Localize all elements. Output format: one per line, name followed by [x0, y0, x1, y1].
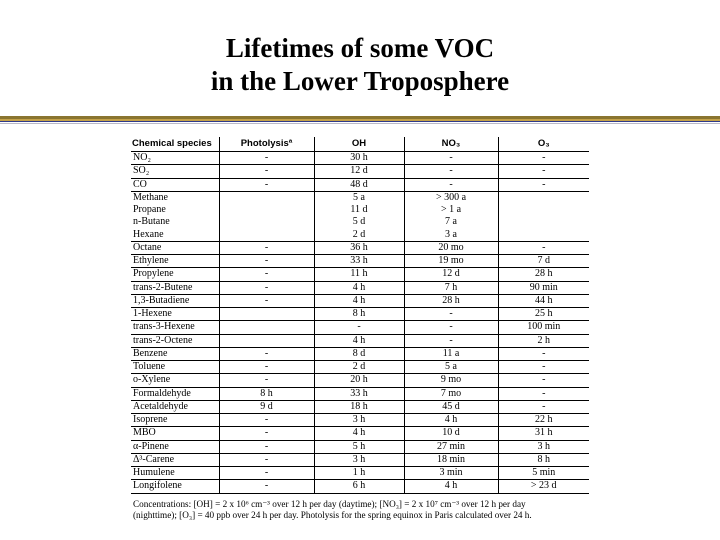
table-row	[131, 191, 589, 204]
cell-no3: > 300 a	[404, 191, 498, 204]
cell-oh: 2 d	[314, 361, 404, 374]
cell-no3: 7 h	[404, 281, 498, 294]
footnote-line-2: (nighttime); [O₃] = 40 ppb over 24 h per day. Photolysis for the spring equinox in Paris calculated over 24 h.	[133, 510, 532, 520]
cell-no3: -	[404, 152, 498, 165]
cell-o3: 25 h	[498, 308, 589, 321]
table-row	[131, 467, 589, 480]
cell-oh: 8 d	[314, 347, 404, 360]
table-row	[131, 152, 589, 165]
cell-o3: -	[498, 347, 589, 360]
cell-oh: -	[314, 321, 404, 334]
cell-no3: 19 mo	[404, 255, 498, 268]
cell-oh: 11 h	[314, 268, 404, 281]
cell-species: Octane	[131, 241, 219, 254]
cell-species: Toluene	[131, 361, 219, 374]
cell-o3: 22 h	[498, 414, 589, 427]
table-row	[131, 440, 589, 453]
cell-species: Longifolene	[131, 480, 219, 493]
cell-no3: 9 mo	[404, 374, 498, 387]
cell-oh: 5 h	[314, 440, 404, 453]
cell-photolysis: -	[219, 440, 314, 453]
table-row	[131, 178, 589, 191]
cell-o3: -	[498, 374, 589, 387]
cell-photolysis: -	[219, 480, 314, 493]
cell-oh: 3 h	[314, 414, 404, 427]
cell-o3: -	[498, 152, 589, 165]
column-header-photolysis: Photolysisª	[219, 137, 314, 152]
cell-species: Hexane	[131, 229, 219, 242]
cell-photolysis: -	[219, 427, 314, 440]
table-row	[131, 347, 589, 360]
cell-no3: 7 a	[404, 216, 498, 228]
table-row	[131, 361, 589, 374]
cell-photolysis: -	[219, 467, 314, 480]
cell-oh: 48 d	[314, 178, 404, 191]
cell-photolysis	[219, 204, 314, 216]
table-row	[131, 294, 589, 307]
table-row	[131, 387, 589, 400]
cell-photolysis: -	[219, 241, 314, 254]
cell-oh: 30 h	[314, 152, 404, 165]
cell-species: 1-Hexene	[131, 308, 219, 321]
cell-species: CO	[131, 178, 219, 191]
table-row	[131, 229, 589, 242]
table-row	[131, 414, 589, 427]
cell-photolysis: 9 d	[219, 400, 314, 413]
cell-no3: 4 h	[404, 480, 498, 493]
cell-species: Propylene	[131, 268, 219, 281]
cell-species: Benzene	[131, 347, 219, 360]
cell-o3: 8 h	[498, 453, 589, 466]
cell-oh: 5 a	[314, 191, 404, 204]
cell-o3: 5 min	[498, 467, 589, 480]
cell-o3: > 23 d	[498, 480, 589, 493]
cell-no3: -	[404, 165, 498, 178]
cell-photolysis	[219, 334, 314, 347]
cell-oh: 20 h	[314, 374, 404, 387]
cell-oh: 6 h	[314, 480, 404, 493]
cell-species: trans-3-Hexene	[131, 321, 219, 334]
cell-no3: 12 d	[404, 268, 498, 281]
cell-photolysis: -	[219, 165, 314, 178]
cell-o3: -	[498, 165, 589, 178]
cell-oh: 18 h	[314, 400, 404, 413]
table-row	[131, 374, 589, 387]
cell-o3: -	[498, 241, 589, 254]
cell-o3: -	[498, 361, 589, 374]
cell-no3: > 1 a	[404, 204, 498, 216]
cell-species: o-Xylene	[131, 374, 219, 387]
cell-no3: 10 d	[404, 427, 498, 440]
table-row	[131, 241, 589, 254]
title-divider-rule-light	[0, 123, 720, 124]
table-row	[131, 204, 589, 216]
cell-species: α-Pinene	[131, 440, 219, 453]
cell-o3	[498, 204, 589, 216]
cell-oh: 1 h	[314, 467, 404, 480]
cell-species: Propane	[133, 204, 166, 216]
cell-o3	[498, 216, 589, 228]
cell-photolysis: 8 h	[219, 387, 314, 400]
table-header-row	[131, 137, 589, 152]
cell-photolysis: -	[219, 268, 314, 281]
table-row	[131, 268, 589, 281]
table-row	[131, 321, 589, 334]
cell-oh: 2 d	[314, 229, 404, 242]
cell-photolysis: -	[219, 414, 314, 427]
table-row	[131, 281, 589, 294]
cell-oh: 33 h	[314, 255, 404, 268]
cell-o3: -	[498, 387, 589, 400]
cell-species: NO₂	[131, 152, 219, 165]
column-header-species: Chemical species	[131, 137, 219, 152]
cell-o3	[498, 229, 589, 242]
cell-oh: 5 d	[314, 216, 404, 228]
cell-no3: 11 a	[404, 347, 498, 360]
voc-lifetime-table-container	[131, 137, 589, 494]
cell-oh: 4 h	[314, 427, 404, 440]
cell-o3: 31 h	[498, 427, 589, 440]
cell-o3: 28 h	[498, 268, 589, 281]
table-row	[131, 400, 589, 413]
cell-photolysis: -	[219, 178, 314, 191]
cell-no3: 3 min	[404, 467, 498, 480]
cell-no3: 45 d	[404, 400, 498, 413]
cell-photolysis: -	[219, 374, 314, 387]
voc-lifetime-table	[131, 137, 589, 494]
table-row	[131, 334, 589, 347]
cell-oh: 4 h	[314, 281, 404, 294]
cell-o3: -	[498, 400, 589, 413]
table-row	[131, 453, 589, 466]
cell-no3: -	[404, 321, 498, 334]
column-header-o3: O₃	[498, 137, 589, 152]
cell-species: Δ³-Carene	[131, 453, 219, 466]
cell-no3: -	[404, 178, 498, 191]
column-header-oh: OH	[314, 137, 404, 152]
cell-oh: 8 h	[314, 308, 404, 321]
cell-o3: 3 h	[498, 440, 589, 453]
cell-oh: 4 h	[314, 334, 404, 347]
cell-species: n-Butane	[133, 216, 170, 228]
cell-no3: 3 a	[404, 229, 498, 242]
cell-o3: 44 h	[498, 294, 589, 307]
cell-species: SO₂	[131, 165, 219, 178]
cell-o3: 100 min	[498, 321, 589, 334]
table-body	[131, 152, 589, 494]
cell-no3: 27 min	[404, 440, 498, 453]
footnote-line-1: Concentrations: [OH] = 2 x 10⁶ cm⁻³ over 12 h per day (daytime); [NO₃] = 2 x 10⁷ cm⁻³ over 12 h per day	[133, 499, 526, 509]
title-divider-rule-blue	[0, 121, 720, 122]
cell-species: Formaldehyde	[131, 387, 219, 400]
cell-photolysis	[219, 191, 314, 204]
table-row	[131, 216, 589, 228]
cell-photolysis: -	[219, 281, 314, 294]
table-row	[131, 427, 589, 440]
cell-oh: 12 d	[314, 165, 404, 178]
cell-no3: 18 min	[404, 453, 498, 466]
cell-o3: -	[498, 178, 589, 191]
cell-species: Humulene	[131, 467, 219, 480]
cell-species: MBO	[131, 427, 219, 440]
cell-species: Ethylene	[131, 255, 219, 268]
cell-no3: -	[404, 334, 498, 347]
cell-oh: 11 d	[314, 204, 404, 216]
cell-no3: 28 h	[404, 294, 498, 307]
cell-species: trans-2-Octene	[131, 334, 219, 347]
cell-species: 1,3-Butadiene	[131, 294, 219, 307]
cell-photolysis: -	[219, 361, 314, 374]
cell-no3: 4 h	[404, 414, 498, 427]
slide-title-line-1: Lifetimes of some VOC	[225, 33, 495, 63]
cell-photolysis: -	[219, 453, 314, 466]
cell-no3: 20 mo	[404, 241, 498, 254]
cell-species: trans-2-Butene	[131, 281, 219, 294]
table-row	[131, 480, 589, 493]
column-header-no3: NO₃	[404, 137, 498, 152]
cell-oh: 3 h	[314, 453, 404, 466]
cell-o3: 90 min	[498, 281, 589, 294]
cell-photolysis	[219, 229, 314, 242]
slide-title	[0, 32, 720, 98]
cell-o3: 7 d	[498, 255, 589, 268]
table-row	[131, 308, 589, 321]
table-footnote	[133, 499, 591, 521]
cell-photolysis	[219, 321, 314, 334]
cell-photolysis	[219, 308, 314, 321]
cell-oh: 4 h	[314, 294, 404, 307]
cell-species: Acetaldehyde	[131, 400, 219, 413]
cell-species: Methane	[133, 191, 168, 203]
table-row	[131, 255, 589, 268]
slide-title-line-2: in the Lower Troposphere	[210, 66, 510, 96]
cell-oh: 33 h	[314, 387, 404, 400]
cell-no3: 5 a	[404, 361, 498, 374]
table-row	[131, 165, 589, 178]
cell-photolysis	[219, 216, 314, 228]
cell-photolysis: -	[219, 255, 314, 268]
cell-photolysis: -	[219, 294, 314, 307]
cell-photolysis: -	[219, 347, 314, 360]
cell-species: Isoprene	[131, 414, 219, 427]
cell-no3: 7 mo	[404, 387, 498, 400]
cell-photolysis: -	[219, 152, 314, 165]
cell-o3	[498, 191, 589, 204]
cell-o3: 2 h	[498, 334, 589, 347]
cell-oh: 36 h	[314, 241, 404, 254]
cell-no3: -	[404, 308, 498, 321]
